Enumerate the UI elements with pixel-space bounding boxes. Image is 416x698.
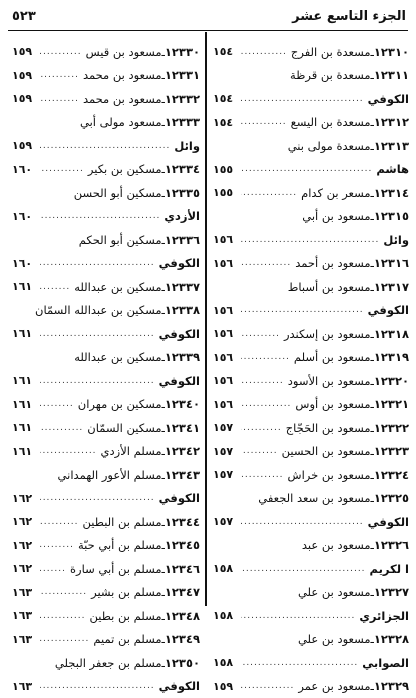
- entry-number: ١٢٣١٦: [374, 256, 409, 270]
- dot-leader: [241, 470, 284, 480]
- index-entry: [12, 134, 200, 158]
- index-entry: [213, 628, 409, 652]
- dot-leader: [241, 305, 364, 315]
- entry-page: ١٥٦: [213, 304, 237, 317]
- dot-leader: [40, 94, 79, 104]
- dot-leader: [40, 611, 86, 621]
- entry-number: ١٢٣٢٢: [374, 421, 409, 435]
- entry-name: الكوفي: [159, 327, 200, 341]
- entry-dash: ـ: [162, 444, 165, 458]
- index-entry: [12, 557, 200, 581]
- entry-name: الصوابي: [362, 656, 409, 670]
- dot-leader: [40, 399, 74, 409]
- index-entry: [213, 158, 409, 182]
- entry-dash: ـ: [162, 538, 165, 552]
- dot-leader: [40, 211, 160, 221]
- dot-leader: [40, 282, 70, 292]
- index-entry: [12, 628, 200, 652]
- entry-page: ١٦٢: [12, 492, 36, 505]
- dot-leader: [241, 329, 280, 339]
- index-entry: [12, 651, 200, 675]
- entry-name: مسعود بن علي: [298, 632, 371, 646]
- entry-page: ١٦٣: [12, 633, 36, 646]
- entry-name: الكوفي: [368, 303, 409, 317]
- entry-page: ١٦٢: [12, 539, 36, 552]
- index-entry: [12, 64, 200, 88]
- entry-page: ١٥٨: [213, 609, 237, 622]
- entry-dash: ـ: [162, 350, 165, 364]
- index-entry: [12, 675, 200, 698]
- dot-leader: [241, 658, 358, 668]
- index-entry: [213, 393, 409, 417]
- index-entry: [213, 64, 409, 88]
- entry-number: ١٢٣٣٣: [165, 115, 200, 129]
- header-title: الجزء التاسع عشر: [292, 9, 406, 24]
- dot-leader: [241, 47, 287, 57]
- left-column: [12, 40, 200, 600]
- entry-page: ١٥٤: [213, 116, 237, 129]
- index-entry: [12, 252, 200, 276]
- dot-leader: [241, 564, 366, 574]
- running-header: [8, 6, 408, 31]
- entry-page: ١٥٧: [213, 515, 237, 528]
- entry-number: ١٢٣٤٩: [165, 632, 200, 646]
- entry-name: مسكين السمّان: [87, 421, 161, 435]
- entry-page: ١٦٢: [12, 515, 36, 528]
- entry-name: مسعود بن سعد الجعفي: [258, 491, 370, 505]
- entry-dash: ـ: [162, 585, 165, 599]
- index-entry: [12, 228, 200, 252]
- entry-number: ١٢٣٣٢: [165, 92, 200, 106]
- index-entry: [12, 487, 200, 511]
- index-entry: [213, 510, 409, 534]
- entry-dash: ـ: [162, 515, 165, 529]
- dot-leader: [241, 235, 379, 245]
- index-entry: [213, 322, 409, 346]
- entry-number: ١٢٣١٣: [374, 139, 409, 153]
- entry-page: ١٦١: [12, 398, 36, 411]
- entry-number: ١٢٣٣٧: [165, 280, 200, 294]
- entry-name: مسعود بن خراش: [288, 468, 371, 482]
- index-entry: [12, 87, 200, 111]
- entry-page: ١٦١: [12, 374, 36, 387]
- entry-name: الكوفي: [159, 374, 200, 388]
- index-entry: [213, 487, 409, 511]
- entry-name: ا لكريم: [370, 562, 409, 576]
- entry-page: ١٥٤: [213, 92, 237, 105]
- index-entry: [12, 463, 200, 487]
- dot-leader: [40, 634, 89, 644]
- entry-name: مسعود بن أحمد: [295, 256, 370, 270]
- entry-number: ١٢٣٥٠: [165, 656, 200, 670]
- entry-dash: ـ: [162, 280, 165, 294]
- entry-name: مسعود بن الحسين: [282, 444, 371, 458]
- entry-page: ١٥٦: [213, 327, 237, 340]
- entry-number: ١٢٣٣٩: [165, 350, 200, 364]
- dot-leader: [40, 493, 155, 503]
- index-entry: [213, 252, 409, 276]
- index-entry: [12, 510, 200, 534]
- entry-page: ١٥٩: [12, 139, 36, 152]
- index-entry: [12, 40, 200, 64]
- entry-name: الكوفي: [368, 92, 409, 106]
- entry-name: مسلم بن أبي حبّة: [78, 538, 162, 552]
- entry-page: ١٥٦: [213, 257, 237, 270]
- dot-leader: [40, 587, 87, 597]
- dot-leader: [40, 164, 84, 174]
- entry-number: ١٢٣٤٧: [165, 585, 200, 599]
- entry-name: مسعود بن الأسود: [288, 374, 371, 388]
- entry-dash: ـ: [162, 632, 165, 646]
- entry-dash: ـ: [371, 421, 374, 435]
- entry-dash: ـ: [162, 656, 165, 670]
- index-entry: [213, 604, 409, 628]
- entry-page: ١٦٣: [12, 586, 36, 599]
- dot-leader: [241, 399, 291, 409]
- entry-page: ١٥٨: [213, 656, 237, 669]
- entry-dash: ـ: [371, 115, 374, 129]
- entry-page: ١٥٩: [12, 69, 36, 82]
- entry-dash: ـ: [371, 68, 374, 82]
- entry-name: مسلم الأزدي: [101, 444, 162, 458]
- entry-number: ١٢٣٢٩: [374, 679, 409, 693]
- index-entry: [213, 181, 409, 205]
- entry-number: ١٢٣١٧: [374, 280, 409, 294]
- index-entry: [12, 111, 200, 135]
- dot-leader: [40, 329, 155, 339]
- entry-page: ١٦١: [12, 280, 36, 293]
- entry-number: ١٢٣٣١: [165, 68, 200, 82]
- entry-number: ١٢٣٣٤: [165, 162, 200, 176]
- entry-number: ١٢٣١٥: [374, 209, 409, 223]
- entry-dash: ـ: [162, 562, 165, 576]
- entry-page: ١٦٣: [12, 680, 36, 693]
- entry-dash: ـ: [371, 632, 374, 646]
- entry-name: مسكين أبو الحسن: [74, 186, 162, 200]
- entry-name: مسعدة بن اليسع: [291, 115, 371, 129]
- right-column: [213, 40, 409, 600]
- entry-number: ١٢٣٢٣: [374, 444, 409, 458]
- entry-name: مسلم بن بشير: [91, 585, 161, 599]
- entry-name: مسكين بن عبدالله: [74, 350, 161, 364]
- dot-leader: [241, 681, 294, 691]
- entry-dash: ـ: [371, 538, 374, 552]
- entry-page: ١٥٦: [213, 374, 237, 387]
- entry-name: مسكين أبو الحكم: [79, 233, 162, 247]
- entry-dash: ـ: [162, 162, 165, 176]
- index-entry: [213, 651, 409, 675]
- dot-leader: [40, 423, 83, 433]
- index-entry: [213, 275, 409, 299]
- index-entry: [213, 581, 409, 605]
- entry-number: ١٢٣٣٥: [165, 186, 200, 200]
- entry-dash: ـ: [162, 609, 165, 623]
- entry-name: مسعدة بن قرظة: [290, 68, 370, 82]
- entry-name: وائل: [174, 139, 200, 153]
- entry-page: ١٥٧: [213, 445, 237, 458]
- entry-page: ١٥٦: [213, 233, 237, 246]
- entry-page: ١٥٦: [213, 351, 237, 364]
- dot-leader: [241, 258, 291, 268]
- entry-number: ١٢٣٢٥: [374, 491, 409, 505]
- index-entry: [12, 346, 200, 370]
- dot-leader: [241, 611, 355, 621]
- dot-leader: [40, 564, 66, 574]
- entry-number: ١٢٣٢٤: [374, 468, 409, 482]
- index-entry: [12, 205, 200, 229]
- index-entry: [213, 299, 409, 323]
- entry-name: الجزائري: [359, 609, 409, 623]
- entry-number: ١٢٣٢١: [374, 397, 409, 411]
- dot-leader: [40, 681, 155, 691]
- index-entry: [12, 369, 200, 393]
- entry-number: ١٢٣٢٠: [374, 374, 409, 388]
- entry-page: ١٥٧: [213, 421, 237, 434]
- index-entry: [213, 346, 409, 370]
- entry-number: ١٢٣٤٣: [165, 468, 200, 482]
- entry-name: مسعود مولى أبي: [80, 115, 162, 129]
- index-entry: [12, 534, 200, 558]
- entry-number: ١٢٣١٢: [374, 115, 409, 129]
- entry-name: مسعود بن الحَجّاج: [286, 421, 371, 435]
- dot-leader: [241, 376, 284, 386]
- entry-dash: ـ: [162, 468, 165, 482]
- entry-number: ١٢٣٤١: [165, 421, 200, 435]
- dot-leader: [241, 117, 287, 127]
- entry-page: ١٥٥: [213, 186, 237, 199]
- entry-name: الكوفي: [159, 491, 200, 505]
- entry-name: مسعود بن أبي: [302, 209, 370, 223]
- entry-name: مسعود بن محمد: [83, 68, 162, 82]
- entry-number: ١٢٣٣٦: [165, 233, 200, 247]
- entry-dash: ـ: [162, 397, 165, 411]
- entry-name: مسعود بن محمد: [83, 92, 162, 106]
- index-entry: [213, 134, 409, 158]
- entry-name: مسعود بن أسلم: [294, 350, 371, 364]
- index-entry: [213, 228, 409, 252]
- dot-leader: [40, 47, 82, 57]
- index-entry: [213, 463, 409, 487]
- entry-name: الكوفي: [368, 515, 409, 529]
- entry-name: مسلم الأعور الهمداني: [58, 468, 162, 482]
- index-entry: [12, 181, 200, 205]
- entry-number: ١٢٣٤٥: [165, 538, 200, 552]
- entry-name: الكوفي: [159, 679, 200, 693]
- entry-dash: ـ: [371, 256, 374, 270]
- index-entry: [213, 205, 409, 229]
- dot-leader: [40, 141, 170, 151]
- entry-dash: ـ: [371, 374, 374, 388]
- index-entry: [213, 369, 409, 393]
- entry-page: ١٥٩: [12, 92, 36, 105]
- column-divider: [205, 32, 207, 606]
- index-entry: [213, 440, 409, 464]
- index-entry: [12, 393, 200, 417]
- entry-name: مسكين بن مهران: [78, 397, 162, 411]
- entry-number: ١٢٣٤٨: [165, 609, 200, 623]
- entry-dash: ـ: [371, 397, 374, 411]
- dot-leader: [241, 517, 364, 527]
- entry-dash: ـ: [371, 468, 374, 482]
- entry-page: ١٦٠: [12, 163, 36, 176]
- entry-number: ١٢٣٢٨: [374, 632, 409, 646]
- entry-page: ١٥٩: [213, 680, 237, 693]
- dot-leader: [241, 423, 282, 433]
- entry-name: مسعود بن أوس: [295, 397, 370, 411]
- entry-number: ١٢٣١١: [374, 68, 409, 82]
- entry-dash: ـ: [162, 303, 165, 317]
- entry-dash: ـ: [371, 280, 374, 294]
- entry-page: ١٦٠: [12, 210, 36, 223]
- index-entry: [12, 440, 200, 464]
- index-entry: [12, 275, 200, 299]
- entry-page: ١٦٠: [12, 257, 36, 270]
- dot-leader: [241, 352, 290, 362]
- entry-name: الكوفي: [159, 256, 200, 270]
- entry-dash: ـ: [371, 585, 374, 599]
- index-entry: [213, 87, 409, 111]
- index-entry: [213, 557, 409, 581]
- index-entry: [213, 40, 409, 64]
- entry-page: ١٦٣: [12, 609, 36, 622]
- dot-leader: [241, 94, 364, 104]
- entry-dash: ـ: [162, 233, 165, 247]
- entry-dash: ـ: [371, 45, 374, 59]
- entry-name: مسعدة مولى بني: [288, 139, 371, 153]
- entry-number: ١٢٣٣٠: [165, 45, 200, 59]
- index-entry: [12, 416, 200, 440]
- entry-name: مسعود بن علي: [298, 585, 371, 599]
- entry-dash: ـ: [371, 186, 374, 200]
- dot-leader: [40, 70, 79, 80]
- entry-dash: ـ: [371, 327, 374, 341]
- entry-dash: ـ: [371, 444, 374, 458]
- entry-name: مسكين بن بكير: [88, 162, 162, 176]
- entry-dash: ـ: [162, 186, 165, 200]
- dot-leader: [241, 188, 297, 198]
- index-entry: [213, 111, 409, 135]
- entry-dash: ـ: [162, 115, 165, 129]
- entry-page: ١٥٩: [12, 45, 36, 58]
- entry-name: وائل: [383, 233, 409, 247]
- entry-name: مسلم بن البطين: [83, 515, 162, 529]
- entry-name: مسلم بن بطين: [90, 609, 162, 623]
- dot-leader: [40, 446, 97, 456]
- entry-number: ١٢٣٣٨: [165, 303, 200, 317]
- entry-name: مسعود بن قيس: [86, 45, 162, 59]
- entry-name: مسعر بن كدام: [301, 186, 370, 200]
- entry-page: ١٦٢: [12, 562, 36, 575]
- entry-name: مسلم بن تميم: [93, 632, 161, 646]
- entry-number: ١٢٣١٨: [374, 327, 409, 341]
- entry-dash: ـ: [162, 92, 165, 106]
- index-entry: [12, 158, 200, 182]
- entry-number: ١٢٣٤٦: [165, 562, 200, 576]
- page-number: ٥٢٣: [12, 9, 36, 24]
- entry-name: مسلم بن جعفر البجلي: [55, 656, 162, 670]
- index-entry: [213, 534, 409, 558]
- entry-number: ١٢٣٤٢: [165, 444, 200, 458]
- entry-number: ١٢٣١٠: [374, 45, 409, 59]
- dot-leader: [241, 446, 278, 456]
- entry-name: مسعود بن إسكندر: [284, 327, 371, 341]
- index-entry: [12, 604, 200, 628]
- entry-number: ١٢٣٤٠: [165, 397, 200, 411]
- dot-leader: [40, 376, 155, 386]
- dot-leader: [40, 540, 74, 550]
- entry-dash: ـ: [162, 421, 165, 435]
- entry-page: ١٦١: [12, 445, 36, 458]
- entry-number: ١٢٣١٩: [374, 350, 409, 364]
- entry-dash: ـ: [162, 45, 165, 59]
- entry-dash: ـ: [371, 491, 374, 505]
- index-entry: [213, 675, 409, 698]
- index-entry: [12, 322, 200, 346]
- entry-number: ١٢٣٢٦: [374, 538, 409, 552]
- index-entry: [12, 299, 200, 323]
- entry-name: مسعود بن عمر: [298, 679, 370, 693]
- entry-number: ١٢٣١٤: [374, 186, 409, 200]
- entry-name: مسعدة بن الفرج: [291, 45, 371, 59]
- entry-name: مسعود بن أسباط: [288, 280, 371, 294]
- entry-dash: ـ: [371, 679, 374, 693]
- entry-name: مسلم بن أبي سارة: [70, 562, 162, 576]
- entry-page: ١٥٨: [213, 562, 237, 575]
- entry-page: ١٦١: [12, 421, 36, 434]
- entry-page: ١٥٦: [213, 398, 237, 411]
- index-entry: [12, 581, 200, 605]
- dot-leader: [40, 517, 79, 527]
- entry-page: ١٦١: [12, 327, 36, 340]
- entry-name: مسكين بن عبدالله: [74, 280, 161, 294]
- entry-page: ١٥٤: [213, 45, 237, 58]
- entry-name: الأزدي: [164, 209, 200, 223]
- entry-page: ١٥٧: [213, 468, 237, 481]
- entry-dash: ـ: [162, 68, 165, 82]
- index-entry: [213, 416, 409, 440]
- entry-number: ١٢٣٤٤: [165, 515, 200, 529]
- entry-name: مسكين بن عبدالله السمّان: [35, 303, 162, 317]
- entry-number: ١٢٣٢٧: [374, 585, 409, 599]
- entry-name: مسعود بن عبد: [302, 538, 371, 552]
- entry-dash: ـ: [371, 139, 374, 153]
- entry-name: هاشم: [376, 162, 409, 176]
- entry-dash: ـ: [371, 350, 374, 364]
- entry-dash: ـ: [371, 209, 374, 223]
- entry-page: ١٥٥: [213, 163, 237, 176]
- dot-leader: [241, 164, 372, 174]
- dot-leader: [40, 258, 155, 268]
